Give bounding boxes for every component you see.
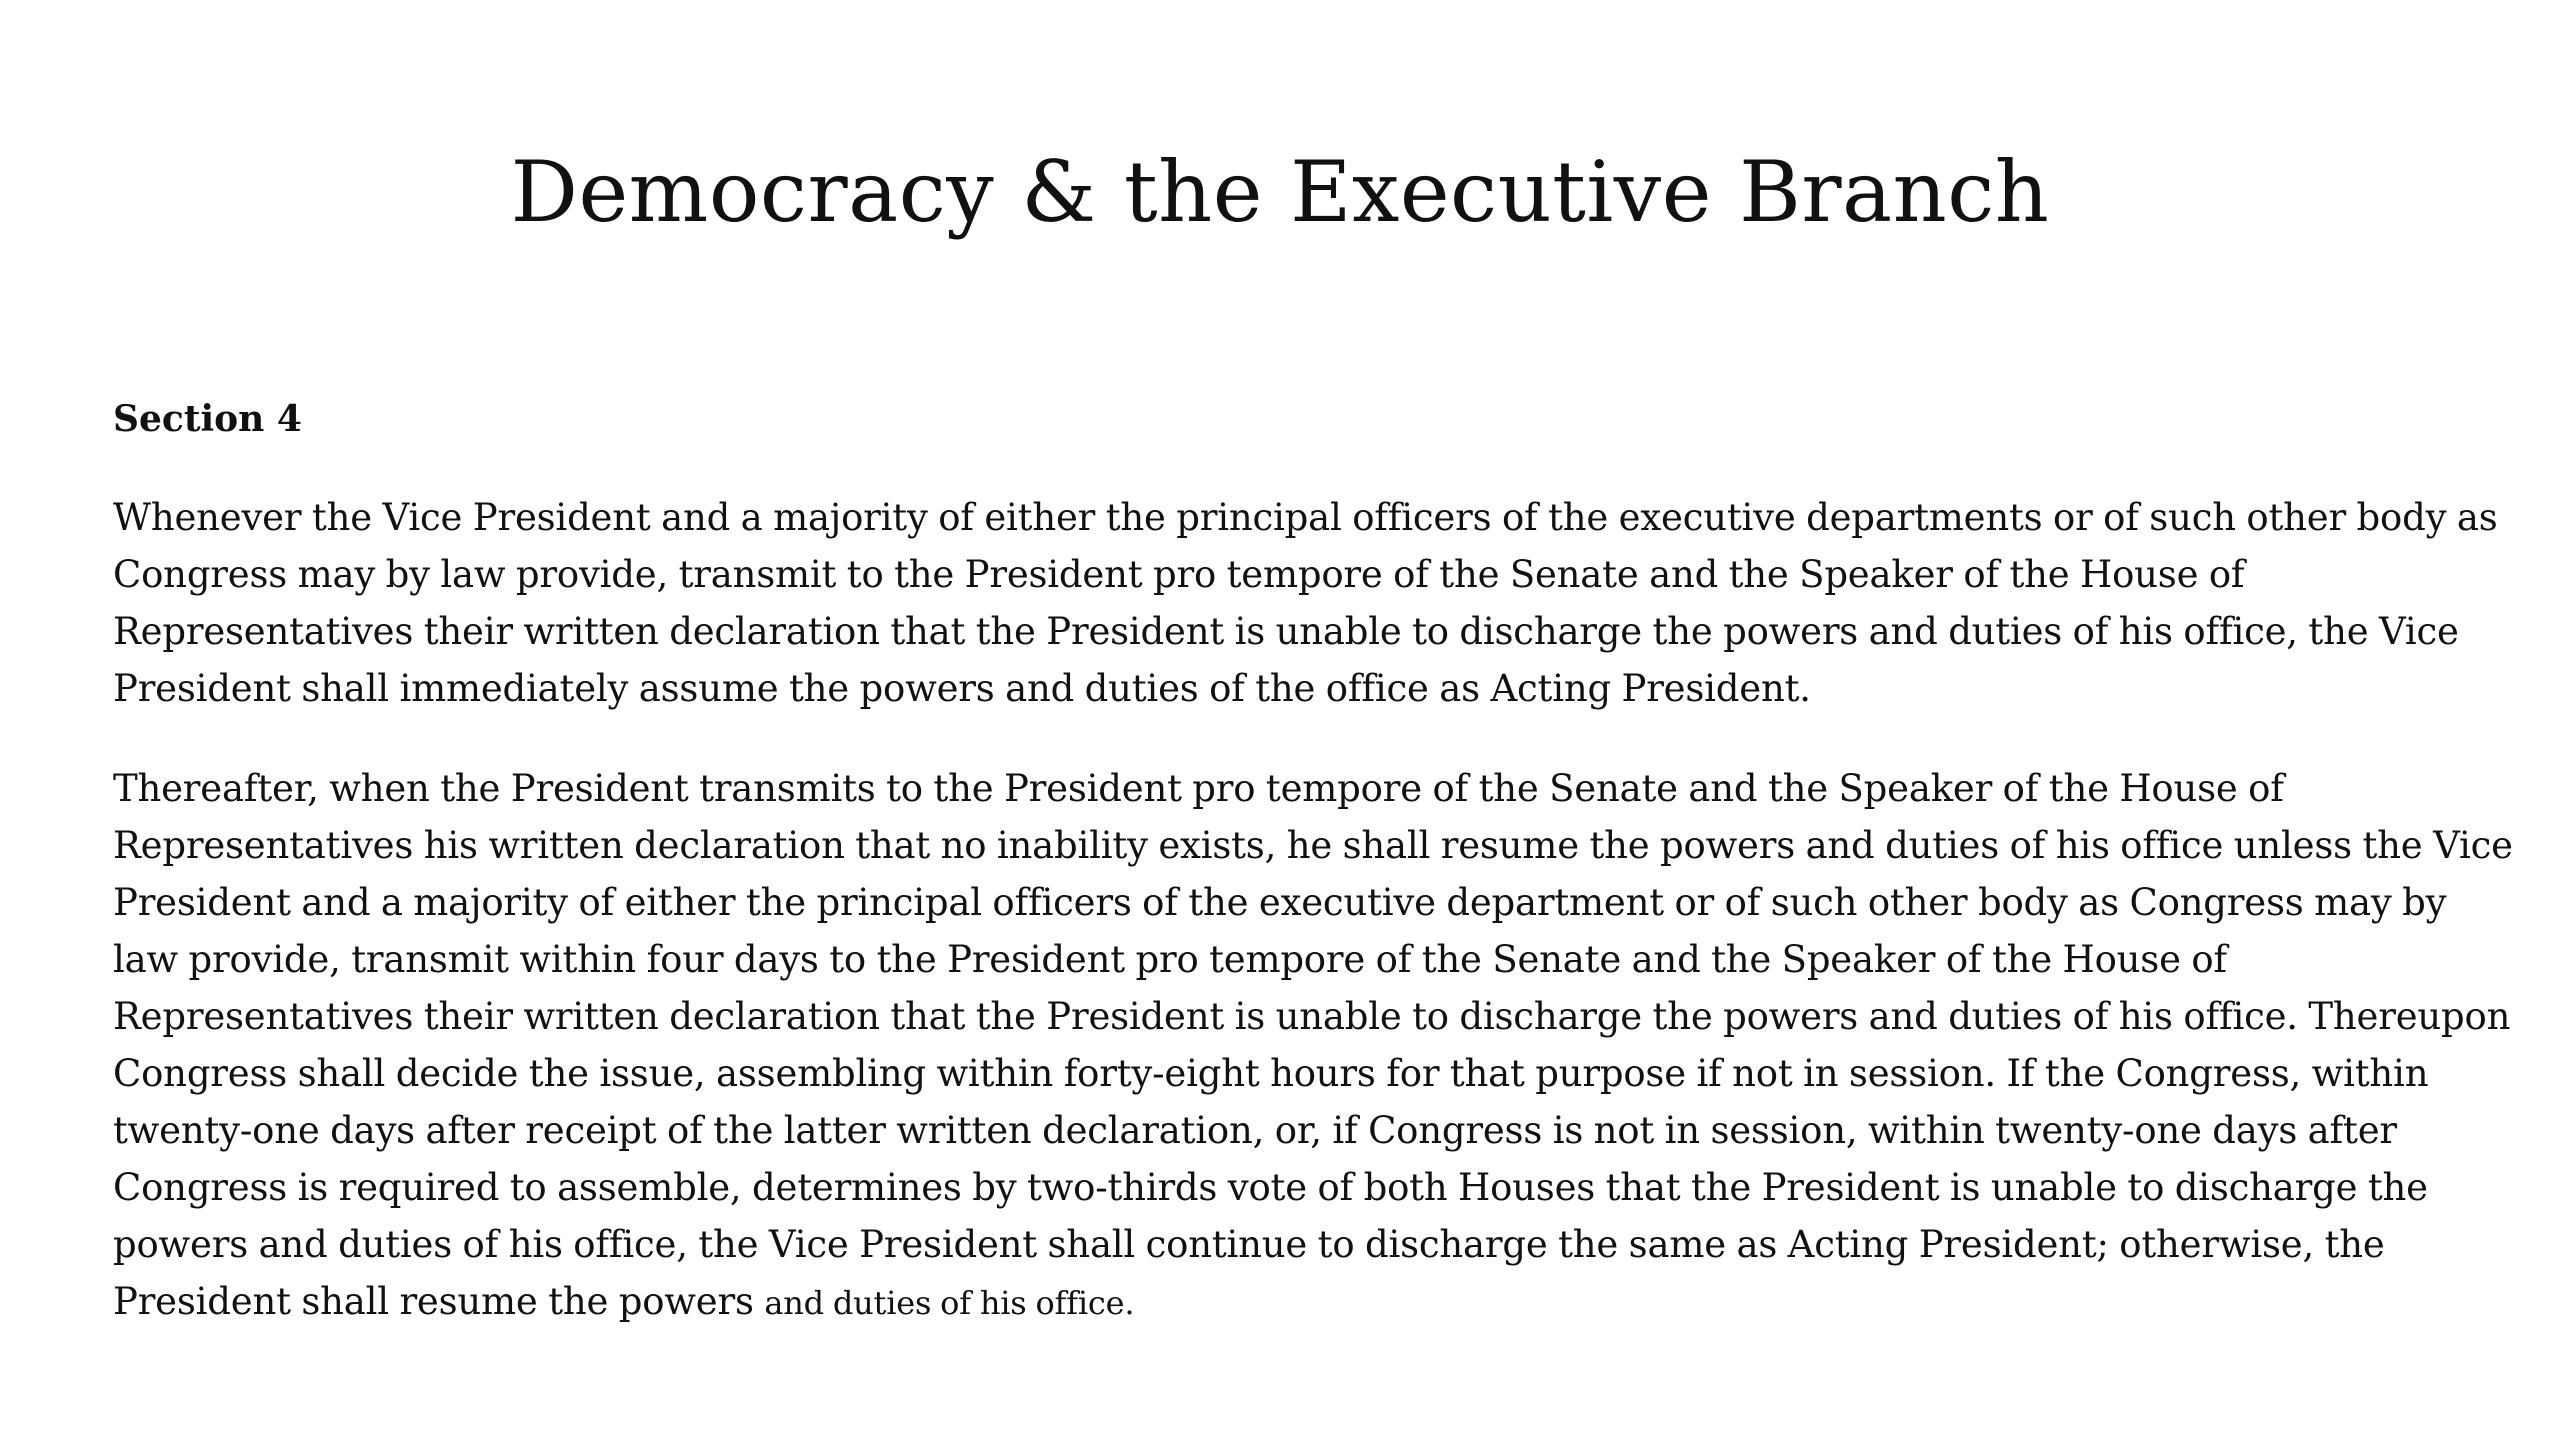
paragraph-line: Thereafter, when the President transmits to the President pro tempore of the Senate and the Speaker of the House of [113, 767, 2284, 810]
paragraph-line: powers and duties of his office, the Vice President shall continue to discharge the same as Acting President; otherwise, the [113, 1223, 2385, 1266]
last-line-tail-text: and duties of his office. [764, 1284, 1135, 1322]
document-body [113, 395, 2513, 1375]
page-title: Democracy & the Executive Branch [510, 143, 2050, 241]
paragraph-last-line [113, 1273, 2493, 1332]
last-line-main-text: President shall resume the powers [113, 1280, 765, 1323]
paragraph-line: Congress is required to assemble, determines by two-thirds vote of both Houses that the President is unable to discharge the [113, 1166, 2428, 1209]
paragraph-line: Congress shall decide the issue, assembling within forty-eight hours for that purpose if not in session. If the Congress, within [113, 1052, 2429, 1095]
paragraph-line: Congress may by law provide, transmit to the President pro tempore of the Senate and the Speaker of the House of [113, 553, 2245, 596]
paragraph-line: law provide, transmit within four days to the President pro tempore of the Senate and the Speaker of the House of [113, 938, 2227, 981]
paragraph-line: Representatives his written declaration that no inability exists, he shall resume the powers and duties of his office unless the Vice [113, 824, 2513, 867]
paragraph-2 [113, 760, 2513, 1332]
paragraph-line: Representatives their written declaration that the President is unable to discharge the powers and duties of his office. Thereupon [113, 995, 2511, 1038]
paragraph-line: twenty-one days after receipt of the latter written declaration, or, if Congress is not in session, within twenty-one days after [113, 1109, 2397, 1152]
paragraph-line: Whenever the Vice President and a majority of either the principal officers of the executive departments or of such other body as [113, 496, 2498, 539]
section-heading: Section 4 [113, 398, 302, 440]
paragraph-line: President shall immediately assume the powers and duties of the office as Acting President. [113, 667, 1811, 710]
paragraph-line: President and a majority of either the principal officers of the executive department or of such other body as Congress may by [113, 881, 2447, 924]
paragraph-line: Representatives their written declaration that the President is unable to discharge the powers and duties of his office, the Vice [113, 610, 2459, 653]
paragraph-1 [113, 489, 2498, 717]
